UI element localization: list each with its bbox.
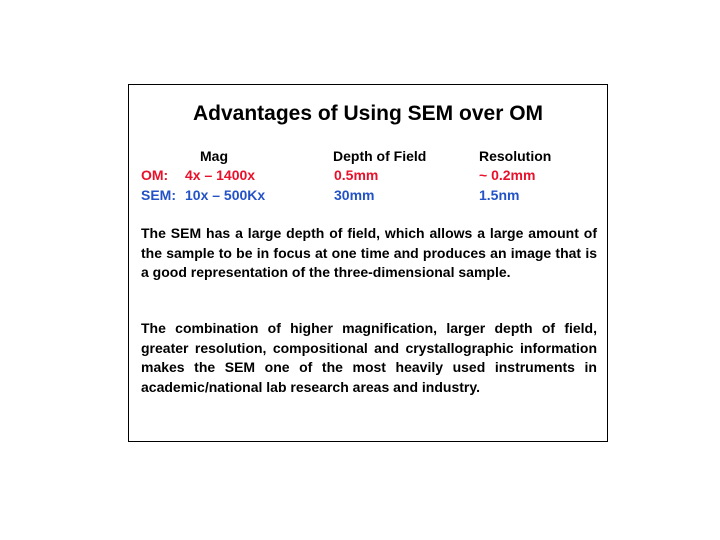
comparison-header-row xyxy=(141,147,597,166)
header-depth-of-field: Depth of Field xyxy=(333,148,427,164)
om-depth-of-field: 0.5mm xyxy=(334,167,379,183)
sem-depth-of-field: 30mm xyxy=(334,187,375,203)
slide-content-box xyxy=(128,84,608,442)
slide-title: Advantages of Using SEM over OM xyxy=(192,102,544,125)
sem-label: SEM: xyxy=(141,187,176,203)
header-resolution: Resolution xyxy=(479,148,552,164)
om-label: OM: xyxy=(141,167,169,183)
om-mag: 4x – 1400x xyxy=(185,167,256,183)
comparison-row-sem xyxy=(141,186,597,205)
comparison-row-om xyxy=(141,166,597,185)
om-resolution: ~ 0.2mm xyxy=(479,167,536,183)
sem-resolution: 1.5nm xyxy=(479,187,520,203)
header-mag: Mag xyxy=(200,148,228,164)
sem-mag: 10x – 500Kx xyxy=(185,187,266,203)
paragraph-depth-of-field: The SEM has a large depth of field, which allows a large amount of the sample to be in focus at one time and produces an image that is a good representation of the three-dimensional sample. xyxy=(141,225,597,280)
paragraph-combination: The combination of higher magnification, larger depth of field, greater resolution, compositional and crystallographic information makes the SEM one of the most heavily used instruments in academic/national lab research areas and industry. xyxy=(141,320,597,395)
